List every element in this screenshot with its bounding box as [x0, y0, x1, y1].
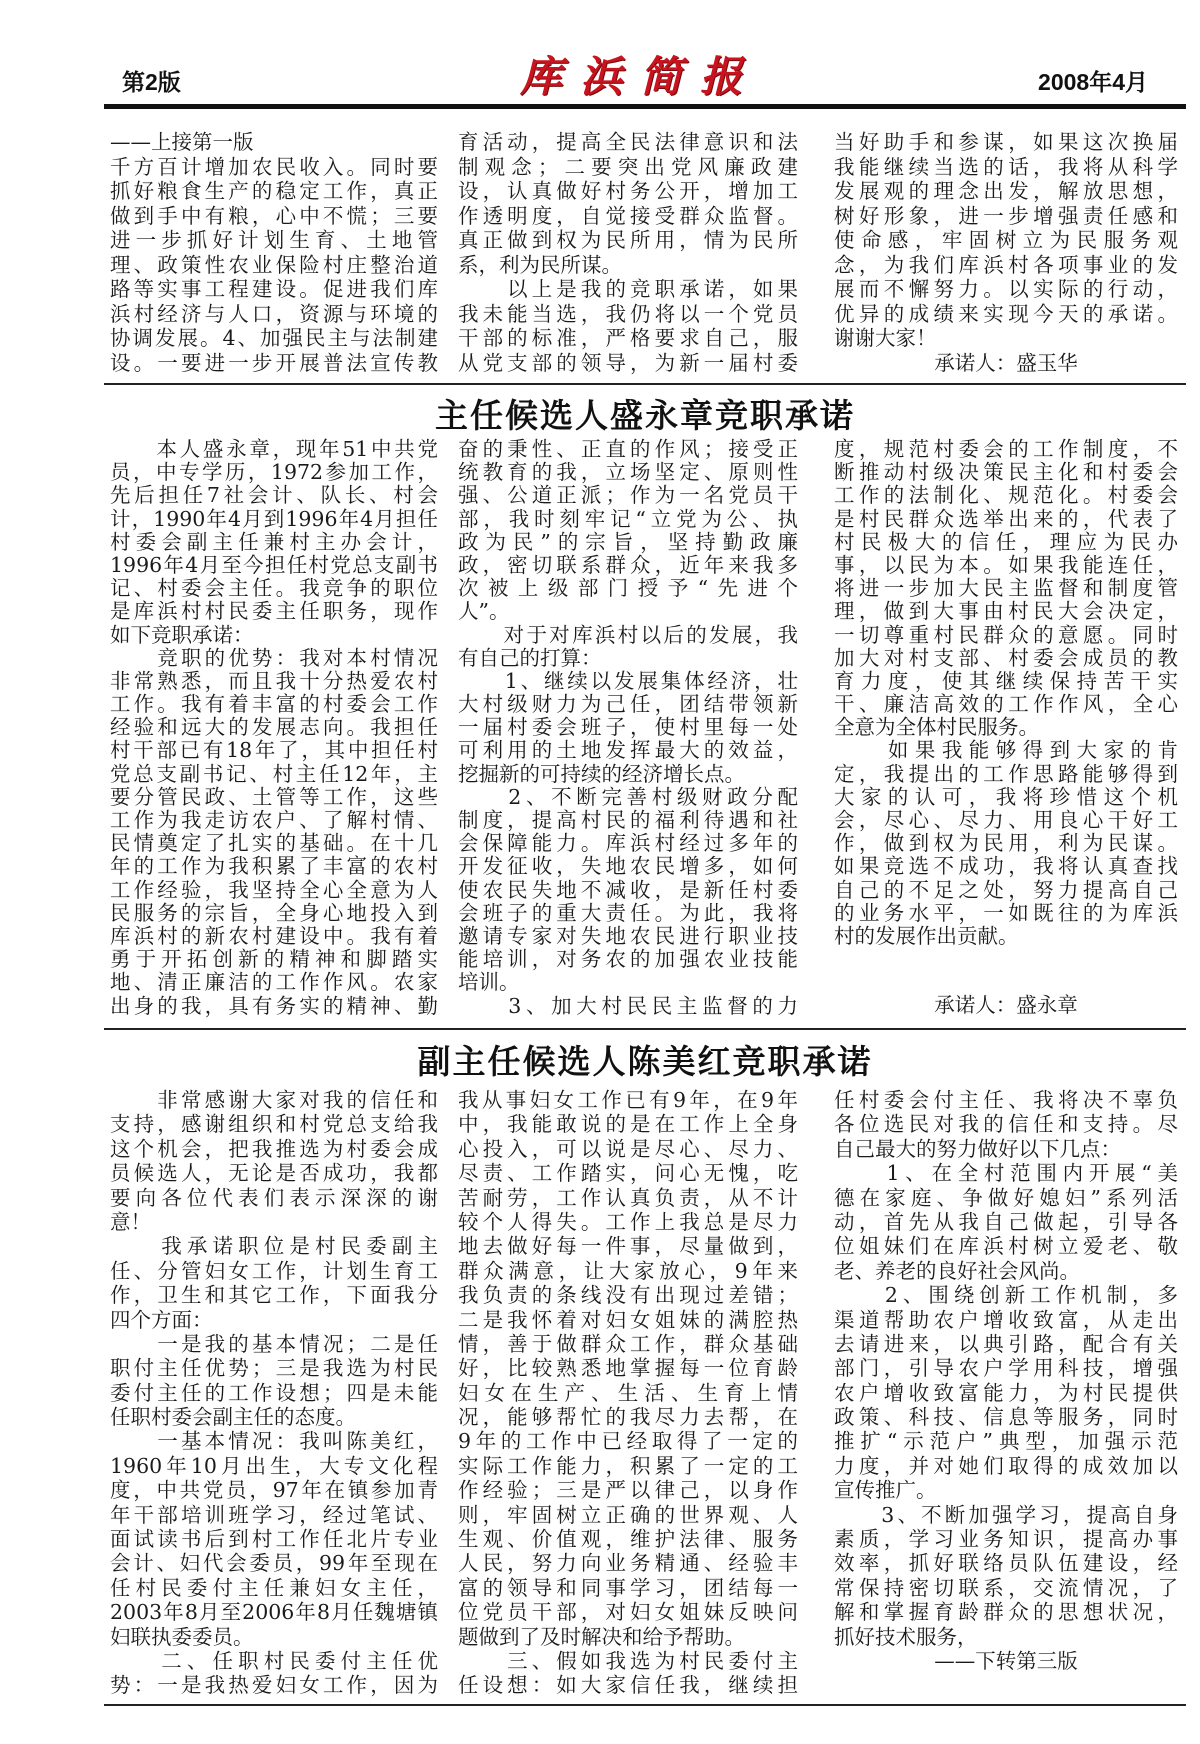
header-rule	[104, 104, 1186, 109]
text-line: 断推动村级决策民主化和村委会	[834, 460, 1178, 485]
text-line: 工作。我有着丰富的村委会工作	[110, 692, 438, 717]
text-line: 谢谢大家！	[834, 326, 937, 350]
text-line: 制观念；二要突出党风廉政建	[458, 154, 798, 179]
text-line: 会计、妇代会委员，99年至现在	[110, 1551, 438, 1576]
text-line: 这个机会，把我推选为村委会成	[110, 1136, 438, 1161]
text-line: 工作的法制化、规范化。村委会	[834, 483, 1178, 508]
text-line: 地、清正廉洁的工作作风。农家	[110, 970, 438, 995]
text-line: 德在家庭、争做好媳妇”系列活	[834, 1185, 1178, 1210]
text-line: 妇女在生产、生活、生育上情	[458, 1380, 798, 1405]
text-line: 位姐妹们在库浜村树立爱老、敬	[834, 1234, 1178, 1259]
text-line: 2、不断完善村级财政分配	[458, 784, 798, 809]
text-line: 员，中专学历，1972参加工作，	[110, 460, 438, 485]
text-line: 年的工作为我积累了丰富的农村	[110, 854, 438, 879]
text-line: 自己的不足之处，努力提高自己	[834, 877, 1178, 902]
text-line: 发展观的理念出发，解放思想，	[834, 179, 1178, 203]
text-line: 理，做到大事由村民大会决定，	[834, 599, 1178, 624]
text-line: 系，利为民所谋。	[458, 252, 622, 277]
text-line: 动，首先从我自己做起，引导各	[834, 1209, 1178, 1234]
text-line: 解和掌握育龄群众的思想状况，	[834, 1600, 1178, 1625]
text-line: 好，比较熟悉地掌握每一位育龄	[458, 1356, 798, 1381]
text-line: 二、任职村民委付主任优	[110, 1648, 438, 1673]
text-line: 村委会副主任兼村主办会计，	[110, 529, 438, 554]
text-line: 村的发展作出贡献。	[834, 923, 1019, 948]
text-line: 3、加大村民民主监督的力	[458, 993, 798, 1018]
text-line: 设，认真做好村务公开，增加工	[458, 179, 798, 203]
text-line: 政策、科技、信息等服务，同时	[834, 1405, 1178, 1430]
text-line: 我能继续当选的话，我将从科学	[834, 154, 1178, 179]
text-line: 我未能当选，我仍将以一个党员	[458, 301, 798, 326]
text-line: 邀请专家对失地农民进行职业技	[458, 923, 798, 948]
text-line: 员候选人，无论是否成功，我都	[110, 1161, 438, 1186]
text-line: 设。一要进一步开展普法宣传教	[110, 350, 438, 375]
text-line: 意！	[110, 1209, 151, 1234]
text-line: 经验和远大的发展志向。我担任	[110, 715, 438, 740]
text-line: 非常感谢大家对我的信任和	[110, 1088, 438, 1112]
column	[458, 438, 798, 1018]
text-line: 2、围绕创新工作机制，多	[834, 1283, 1178, 1308]
text-line: 本人盛永章，现年51中共党	[110, 437, 438, 461]
text-line: 路等实事工程建设。促进我们库	[110, 277, 438, 301]
text-line: 任设想：如大家信任我，继续担	[458, 1673, 798, 1698]
text-line: 育活动，提高全民法律意识和法	[458, 130, 798, 154]
text-line: 展而不懈努力。以实际的行动，	[834, 277, 1178, 301]
text-line: 人”。	[458, 599, 510, 624]
text-line: 的业务水平，一如既往的为库浜	[834, 900, 1178, 925]
text-line: 度，规范村委会的工作制度，不	[834, 437, 1178, 461]
text-line: 制度，提高村民的福利待遇和社	[458, 808, 798, 832]
text-line: 如果竞选不成功，我将认真查找	[834, 854, 1178, 879]
text-line: 要向各位代表们表示深深的谢	[110, 1185, 438, 1210]
column	[834, 1088, 1178, 1673]
text-line: 富的领导和同事学习，团结每一	[458, 1575, 798, 1600]
text-line: 老、养老的良好社会风尚。	[834, 1258, 1080, 1283]
text-line: 政，密切联系群众，近年来我多	[458, 552, 798, 577]
text-line: 群众满意，让大家放心，9年来	[458, 1258, 798, 1283]
newspaper-masthead: 库浜简报	[519, 52, 760, 101]
text-line: 1、在全村范围内开展“美	[834, 1161, 1178, 1186]
text-line: 浜村经济与人口，资源与环境的	[110, 301, 438, 326]
text-line: 会保障能力。库浜村经过多年的	[458, 831, 798, 856]
text-line: 推扩“示范户”典型，加强示范	[834, 1429, 1178, 1454]
text-line: 抓好粮食生产的稳定工作，真正	[110, 179, 438, 203]
text-line: 二是我怀着对妇女姐妹的满腔热	[458, 1307, 798, 1332]
text-line: 是村民群众选举出来的，代表了	[834, 506, 1178, 531]
text-line: 实际工作能力，积累了一定的工	[458, 1453, 798, 1478]
text-line: 抓好技术服务，	[834, 1624, 978, 1649]
text-line: 大家的认可，我将珍惜这个机	[834, 784, 1178, 809]
text-line: 势：一是我热爱妇女工作，因为	[110, 1673, 438, 1698]
text-line: 以上是我的竞职承诺，如果	[458, 277, 798, 301]
text-line: 千方百计增加农民收入。同时要	[110, 154, 438, 179]
text-line: 会，尽心、尽力、用良心干好工	[834, 808, 1178, 832]
text-line: ——上接第一版	[110, 130, 254, 154]
text-line: 中，我能敢说的是在工作上全身	[458, 1112, 798, 1137]
text-line: 理、政策性农业保险村庄整治道	[110, 252, 438, 277]
text-line: 9年的工作中已经取得了一定的	[458, 1429, 798, 1454]
column	[110, 130, 438, 375]
text-line: 宣传推广。	[834, 1478, 937, 1503]
text-line: 竞职的优势：我对本村情况	[110, 645, 438, 670]
text-line: 民服务的宗旨，全身心地投入到	[110, 900, 438, 925]
text-line: 非常熟悉，而且我十分热爱农村	[110, 668, 438, 693]
text-line: 力度，并对她们取得的成效加以	[834, 1453, 1178, 1478]
column	[458, 1088, 798, 1698]
text-line: 三、假如我选为村民委付主	[458, 1648, 798, 1673]
text-line: 对于对库浜村以后的发展，我	[458, 622, 798, 647]
text-line: 真正做到权为民所用，情为民所	[458, 228, 798, 252]
text-line: 我承诺职位是村民委副主	[110, 1234, 438, 1259]
text-line: 任职村委会副主任的态度。	[110, 1405, 356, 1430]
text-line: 从党支部的领导，为新一届村委	[458, 350, 798, 375]
text-line: 可利用的土地发挥最大的效益，	[458, 738, 798, 763]
text-line: 民情奠定了扎实的基础。在十几	[110, 831, 438, 856]
text-line: 育力度，使其继续保持苦干实	[834, 668, 1178, 693]
text-line: 常保持密切联系，交流情况，了	[834, 1575, 1178, 1600]
text-line: 村干部已有18年了，其中担任村	[110, 738, 438, 763]
text-line: 面试读书后到村工作任北片专业	[110, 1527, 438, 1552]
column	[110, 438, 438, 1018]
text-line: 干、廉洁高效的工作作风，全心	[834, 692, 1178, 717]
text-line: 协调发展。4、加强民主与法制建	[110, 326, 438, 350]
text-line: 作透明度，自觉接受群众监督。	[458, 203, 798, 228]
text-line: 况，能够帮忙的我尽力去帮，在	[458, 1405, 798, 1430]
text-line: 任村民委付主任兼妇女主任，	[110, 1575, 438, 1600]
text-line: 素质，学习业务知识，提高办事	[834, 1527, 1178, 1552]
text-line: 则，牢固树立正确的世界观、人	[458, 1502, 798, 1527]
text-line: 干部的标准，严格要求自己，服	[458, 326, 798, 350]
text-line: 自己最大的努力做好以下几点：	[834, 1136, 1121, 1161]
text-line: 效率，抓好联络员队伍建设，经	[834, 1551, 1178, 1576]
text-line: 能培训，对务农的加强农业技能	[458, 947, 798, 972]
text-line: 地去做好每一件事，尽量做到，	[458, 1234, 798, 1259]
column	[458, 130, 798, 375]
text-line: 度，中共党员，97年在镇参加青	[110, 1478, 438, 1503]
text-line: 较个人得失。工作上我总是尽力	[458, 1209, 798, 1234]
section-divider	[104, 1028, 1186, 1030]
text-line: 奋的秉性、正直的作风；接受正	[458, 437, 798, 461]
text-line: 全意为全体村民服务。	[834, 715, 1039, 740]
text-line: 部门，引导农户学用科技，增强	[834, 1356, 1178, 1381]
issue-date: 2008年4月	[1038, 69, 1148, 95]
continued-note: ——下转第三版	[934, 1648, 1078, 1673]
text-line: 苦耐劳，工作认真负责，从不计	[458, 1185, 798, 1210]
text-line: 是库浜村村民委主任职务，现作	[110, 599, 438, 624]
column	[110, 1088, 438, 1698]
text-line: 库浜村的新农村建设中。我有着	[110, 923, 438, 948]
text-line: 村民极大的信任，理应为民办	[834, 529, 1178, 554]
text-line: 统教育的我，立场坚定、原则性	[458, 460, 798, 485]
text-line: 1、继续以发展集体经济，壮	[458, 668, 798, 693]
text-line: 农户增收致富能力，为村民提供	[834, 1380, 1178, 1405]
text-line: 工作为我走访农户、了解村情、	[110, 808, 438, 832]
text-line: 会班子的重大责任。为此，我将	[458, 900, 798, 925]
text-line: 党总支副书记、村主任12年，主	[110, 761, 438, 786]
text-line: 支持，感谢组织和村党总支给我	[110, 1112, 438, 1137]
text-line: 作，做到权为民用，利为民谋。	[834, 831, 1178, 856]
text-line: 优异的成绩来实现今天的承诺。	[834, 301, 1178, 326]
text-line: 任、分管妇女工作，计划生育工	[110, 1258, 438, 1283]
text-line: 四个方面：	[110, 1307, 213, 1332]
text-line: 作，卫生和其它工作，下面我分	[110, 1283, 438, 1308]
text-line: 要分管民政、土管等工作，这些	[110, 784, 438, 809]
text-line: 做到手中有粮，心中不慌；三要	[110, 203, 438, 228]
text-line: 使命感，牢固树立为民服务观	[834, 228, 1178, 252]
article-heading-director: 主任候选人盛永章竞职承诺	[435, 396, 855, 435]
text-line: 一基本情况：我叫陈美红，	[110, 1429, 438, 1454]
text-line: 心投入，可以说是尽心、尽力、	[458, 1136, 798, 1161]
text-line: 树好形象，进一步增强责任感和	[834, 203, 1178, 228]
text-line: 2003年8月至2006年8月任魏塘镇	[110, 1600, 438, 1625]
text-line: 情，善于做群众工作，群众基础	[458, 1331, 798, 1356]
text-line: 记、村委会主任。我竞争的职位	[110, 576, 438, 601]
text-line: 进一步抓好计划生育、土地管	[110, 228, 438, 252]
text-line: 加大对村支部、村委会成员的教	[834, 645, 1178, 670]
text-line: 任村委会付主任、我将决不辜负	[834, 1088, 1178, 1112]
text-line: 渠道帮助农户增收致富，从走出	[834, 1307, 1178, 1332]
text-line: 计，1990年4月到1996年4月担任	[110, 506, 438, 531]
text-line: 强、公道正派；作为一名党员干	[458, 483, 798, 508]
text-line: 有自己的打算：	[458, 645, 602, 670]
text-line: 1960年10月出生，大专文化程	[110, 1453, 438, 1478]
text-line: 政为民”的宗旨，坚持勤政廉	[458, 529, 798, 554]
text-line: 去请进来，以典引路，配合有关	[834, 1331, 1178, 1356]
text-line: 部，我时刻牢记“立党为公、执	[458, 506, 798, 531]
text-line: 次被上级部门授予“先进个	[458, 576, 798, 601]
text-line: 培训。	[458, 970, 520, 995]
column	[834, 438, 1178, 1017]
text-line: 当好助手和参谋，如果这次换届	[834, 130, 1178, 154]
text-line: 事，以民为本。如果我能连任，	[834, 552, 1178, 577]
text-line: 一是我的基本情况；二是任	[110, 1331, 438, 1356]
text-line: 职付主任优势；三是我选为村民	[110, 1356, 438, 1381]
text-line: 定，我提出的工作思路能够得到	[834, 761, 1178, 786]
text-line: 先后担任7社会计、队长、村会	[110, 483, 438, 508]
text-line: 一切尊重村民群众的意愿。同时	[834, 622, 1178, 647]
text-line: 使农民失地不减收，是新任村委	[458, 877, 798, 902]
text-line: 位党员干部，对妇女姐妹反映问	[458, 1600, 798, 1625]
text-line: 题做到了及时解决和给予帮助。	[458, 1624, 745, 1649]
text-line: 委付主任的工作设想；四是未能	[110, 1380, 438, 1405]
text-line: 生观、价值观，维护法律、服务	[458, 1527, 798, 1552]
text-line: 1996年4月至今担任村党总支副书	[110, 552, 438, 577]
text-line: 大村级财力为己任，团结带领新	[458, 692, 798, 717]
text-line: 人民，努力向业务精通、经验丰	[458, 1551, 798, 1576]
text-line: 勇于开拓创新的精神和脚踏实	[110, 947, 438, 972]
text-line: 出身的我，具有务实的精神、勤	[110, 993, 438, 1018]
text-line: 各位选民对我的信任和支持。尽	[834, 1112, 1178, 1137]
text-line: 尽责、工作踏实，问心无愧，吃	[458, 1161, 798, 1186]
footer-rule	[104, 1704, 1186, 1706]
text-line: 如果我能够得到大家的肯	[834, 738, 1178, 763]
text-line: 开发征收，失地农民增多，如何	[458, 854, 798, 879]
text-line: 年干部培训班学习，经过笔试、	[110, 1502, 438, 1527]
text-line: 作经验；三是严以律己，以身作	[458, 1478, 798, 1503]
text-line: 将进一步加大民主监督和制度管	[834, 576, 1178, 601]
section-divider	[104, 383, 1186, 385]
article-heading-deputy-director: 副主任候选人陈美红竞职承诺	[417, 1042, 873, 1081]
text-line: 念，为我们库浜村各项事业的发	[834, 252, 1178, 277]
text-line: 3、不断加强学习，提高自身	[834, 1502, 1178, 1527]
text-line: 如下竞职承诺：	[110, 622, 254, 647]
page-number: 第2版	[122, 69, 181, 95]
text-line: 我负责的条线没有出现过差错；	[458, 1283, 798, 1308]
text-line: 一届村委会班子，使村里每一处	[458, 715, 798, 740]
signature: 承诺人：盛玉华	[934, 350, 1078, 375]
text-line: 妇联执委委员。	[110, 1624, 254, 1649]
text-line: 我从事妇女工作已有9年，在9年	[458, 1088, 798, 1112]
text-line: 挖掘新的可持续的经济增长点。	[458, 761, 745, 786]
column	[834, 130, 1178, 375]
signature: 承诺人：盛永章	[934, 993, 1078, 1018]
text-line: 工作经验，我坚持全心全意为人	[110, 877, 438, 902]
